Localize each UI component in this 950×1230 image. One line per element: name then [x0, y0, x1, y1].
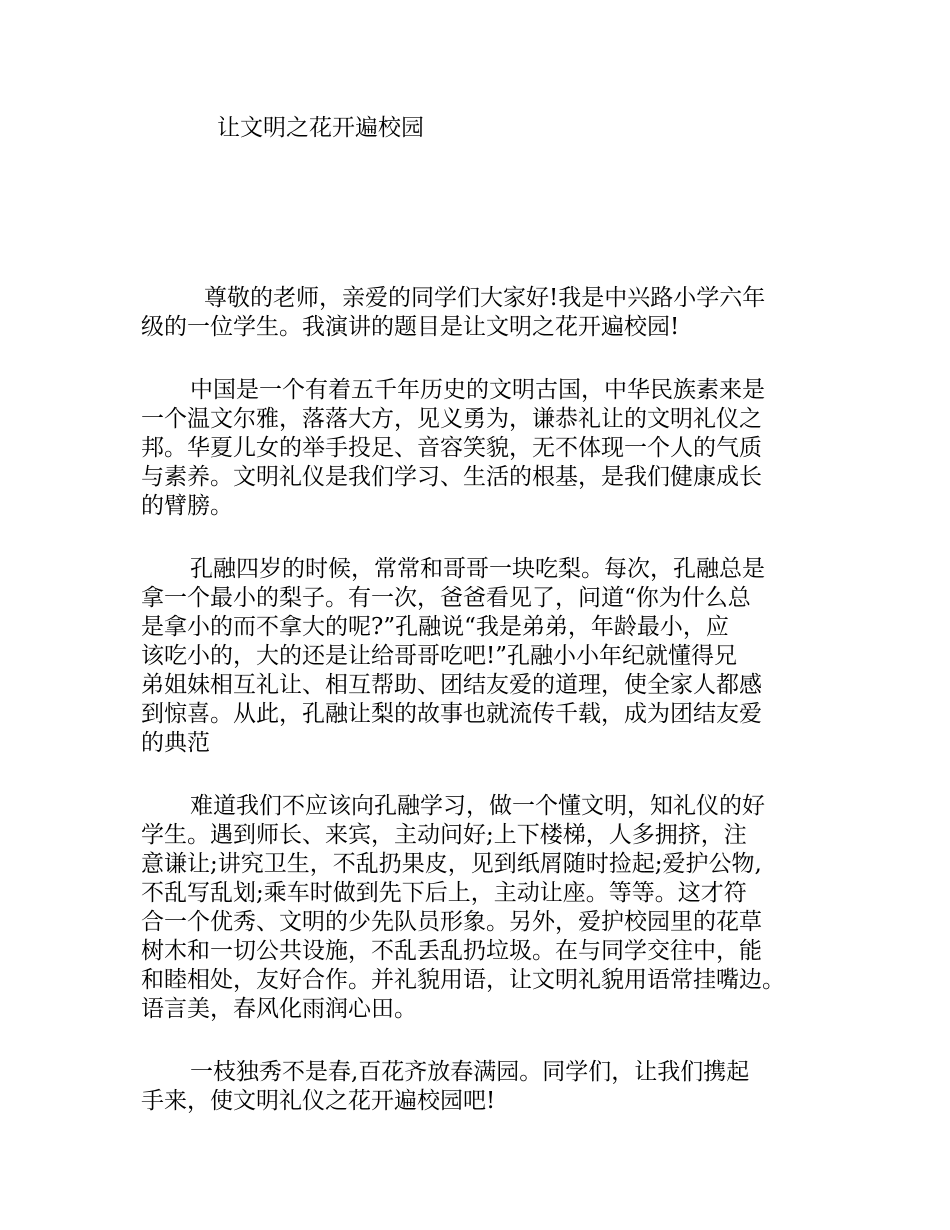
- text-line: 拿一个最小的梨子。有一次，爸爸看见了，问道“你为什么总: [141, 585, 751, 611]
- text-line: 的臂膀。: [141, 493, 233, 519]
- text-line: 级的一位学生。我演讲的题目是让文明之花开遍校园!: [141, 314, 680, 340]
- text-line: 不乱写乱划;乘车时做到先下后上，主动让座。等等。这才符: [141, 880, 747, 906]
- text-line: 孔融四岁的时候，常常和哥哥一块吃梨。每次，孔融总是: [190, 556, 765, 582]
- text-line: 学生。遇到师长、来宾，主动问好;上下楼梯，人多拥挤，注: [141, 822, 747, 848]
- text-line: 一枝独秀不是春,百花齐放春满园。同学们，让我们携起: [190, 1059, 750, 1085]
- text-line: 意谦让;讲究卫生，不乱扔果皮，见到纸屑随时捡起;爱护公物,: [141, 851, 762, 877]
- text-line: 邦。华夏儿女的举手投足、音容笑貌，无不体现一个人的气质: [141, 435, 762, 461]
- document-title: 让文明之花开遍校园: [217, 115, 424, 141]
- paragraph-closing: [141, 1058, 821, 1116]
- text-line: 是拿小的而不拿大的呢?”孔融说“我是弟弟，年龄最小，应: [141, 614, 729, 640]
- text-line: 的典范: [141, 730, 210, 756]
- text-line: 中国是一个有着五千年历史的文明古国，中华民族素来是: [190, 377, 765, 403]
- text-line: 树木和一切公共设施，不乱丢乱扔垃圾。在与同学交往中，能: [141, 938, 762, 964]
- text-line: 与素养。文明礼仪是我们学习、生活的根基，是我们健康成长: [141, 464, 762, 490]
- text-line: 弟姐妹相互礼让、相互帮助、团结友爱的道理，使全家人都感: [141, 672, 762, 698]
- text-line: 合一个优秀、文明的少先队员形象。另外，爱护校园里的花草: [141, 909, 762, 935]
- text-line: 一个温文尔雅，落落大方，见义勇为，谦恭礼让的文明礼仪之: [141, 406, 762, 432]
- text-line: 手来，使文明礼仪之花开遍校园吧!: [141, 1088, 496, 1114]
- paragraph-learning: [141, 792, 821, 1024]
- document-body: [141, 284, 821, 1150]
- paragraph-kongrong: [141, 555, 821, 758]
- text-line: 到惊喜。从此，孔融让梨的故事也就流传千载，成为团结友爱: [141, 701, 762, 727]
- paragraph-greeting: [141, 284, 821, 342]
- text-line: 和睦相处，友好合作。并礼貌用语，让文明礼貌用语常挂嘴边。: [141, 967, 785, 993]
- text-line: 该吃小的，大的还是让给哥哥吃吧!”孔融小小年纪就懂得兄: [141, 643, 738, 669]
- text-line: 语言美，春风化雨润心田。: [141, 996, 417, 1022]
- text-line: 难道我们不应该向孔融学习，做一个懂文明，知礼仪的好: [190, 793, 765, 819]
- text-line: 尊敬的老师，亲爱的同学们大家好!我是中兴路小学六年: [204, 285, 766, 311]
- paragraph-china: [141, 376, 821, 521]
